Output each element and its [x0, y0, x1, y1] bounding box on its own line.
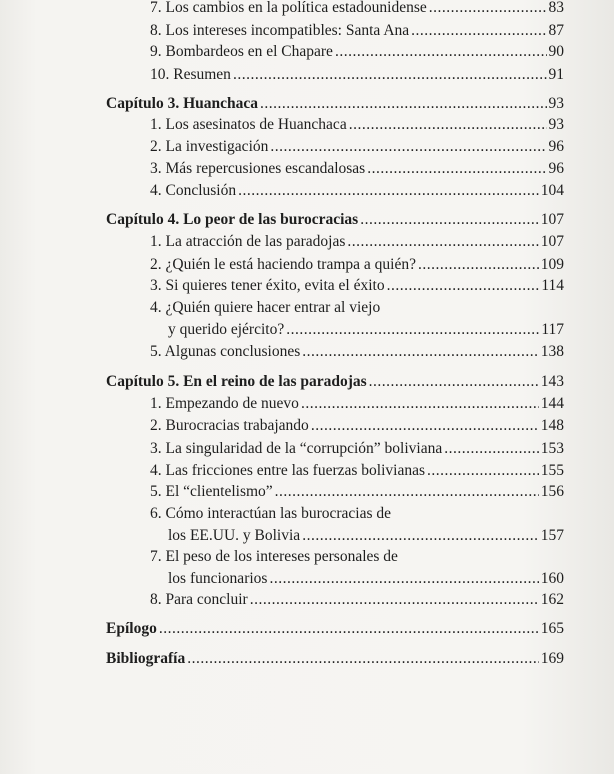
toc-entry: [150, 136, 564, 158]
toc-entry-title: 1. La atracción de las paradojas: [150, 233, 346, 250]
dot-leader: [387, 275, 540, 297]
dot-leader: [444, 438, 539, 460]
toc-page-number: 91: [548, 66, 564, 83]
toc-entry-title: 7. El peso de los intereses personales de: [150, 548, 398, 565]
toc-entry-title: 5. El “clientelismo”: [150, 483, 273, 500]
toc-entry-title: 10. Resumen: [150, 66, 231, 83]
toc-page-number: 148: [540, 417, 564, 434]
toc-entry-title: 9. Bombardeos en el Chapare: [150, 43, 333, 60]
toc-entry: [168, 319, 564, 341]
toc-entry-title: 3. La singularidad de la “corrupción” boliviana: [150, 440, 443, 457]
toc-chapter-heading: [106, 209, 564, 231]
toc-section-heading: [106, 648, 564, 670]
toc-entry-title: 6. Cómo interactúan las burocracias de: [150, 505, 392, 522]
toc-entry-title: 4. Las fricciones entre las fuerzas bolivianas: [150, 462, 426, 479]
dot-leader: [250, 589, 539, 611]
toc-entry: [150, 41, 564, 63]
toc-entry-title: 5. Algunas conclusiones: [150, 343, 301, 360]
toc-entry: [150, 158, 564, 180]
toc-entry: [150, 231, 564, 253]
toc-page-number: 87: [548, 22, 564, 39]
dot-leader: [269, 568, 538, 590]
toc-entry: [168, 568, 564, 590]
dot-leader: [349, 114, 547, 136]
toc-entry-title: 2. La investigación: [150, 138, 269, 155]
toc-page-number: 96: [548, 138, 564, 155]
toc-entry: [150, 503, 564, 525]
toc-entry-title: Capítulo 5. En el reino de las paradojas: [106, 373, 367, 390]
toc-entry: [150, 481, 564, 503]
toc-entry: [150, 460, 564, 482]
dot-leader: [427, 460, 539, 482]
toc-page-number: 114: [541, 277, 564, 294]
dot-leader: [411, 20, 546, 42]
toc-page-number: 157: [540, 527, 564, 544]
toc-entry-title: Bibliografía: [106, 650, 186, 667]
toc-entry-title: 7. Los cambios en la política estadounidense: [150, 0, 427, 16]
dot-leader: [238, 180, 539, 202]
toc-entry-title: 2. ¿Quién le está haciendo trampa a quién?: [150, 256, 416, 273]
toc-entry: [150, 64, 564, 86]
dot-leader: [301, 393, 539, 415]
toc-entry: [150, 114, 564, 136]
toc-page-number: 169: [540, 650, 564, 667]
toc-entry-title: 2. Burocracias trabajando: [150, 417, 309, 434]
toc-section-heading: [106, 618, 564, 640]
dot-leader: [369, 371, 539, 393]
toc-entry: [150, 589, 564, 611]
dot-leader: [418, 254, 539, 276]
toc-entry-title: 3. Más repercusiones escandalosas: [150, 160, 366, 177]
dot-leader: [270, 136, 546, 158]
toc-page-number: 160: [540, 570, 564, 587]
toc-page-number: 165: [540, 620, 564, 637]
toc-entry: [150, 275, 564, 297]
toc-entry: [150, 546, 564, 568]
toc-page-number: 144: [540, 395, 564, 412]
toc-entry-title: Capítulo 4. Lo peor de las burocracias: [106, 211, 359, 228]
dot-leader: [360, 209, 539, 231]
toc-entry-title: Epílogo: [106, 620, 157, 637]
toc-page-number: 143: [540, 373, 564, 390]
dot-leader: [429, 0, 547, 19]
dot-leader: [347, 231, 538, 253]
toc-entry: [150, 341, 564, 363]
toc-entry-title: 4. Conclusión: [150, 182, 237, 199]
toc-entry-title: Capítulo 3. Huanchaca: [106, 95, 259, 112]
toc-entry: [150, 180, 564, 202]
toc-chapter-heading: [106, 371, 564, 393]
toc-entry-title: los funcionarios: [168, 570, 268, 587]
toc-entry: [150, 254, 564, 276]
toc-page-number: 83: [548, 0, 564, 16]
toc-page-number: 107: [540, 211, 564, 228]
dot-leader: [159, 618, 539, 640]
toc-entry: [150, 20, 564, 42]
dot-leader: [311, 415, 539, 437]
toc-page-number: 156: [540, 483, 564, 500]
toc-page-number: 155: [540, 462, 564, 479]
toc-entry: [150, 393, 564, 415]
toc-page-number: 90: [548, 43, 564, 60]
toc-entry-title: 8. Los intereses incompatibles: Santa Ana: [150, 22, 410, 39]
toc-page-number: 117: [541, 321, 564, 338]
toc-page-number: 138: [540, 343, 564, 360]
toc-page-number: 93: [548, 95, 564, 112]
dot-leader: [275, 481, 539, 503]
toc-entry: [150, 415, 564, 437]
toc-page-number: 104: [540, 182, 564, 199]
toc-entry-title: 3. Si quieres tener éxito, evita el éxito: [150, 277, 385, 294]
toc-page-number: 109: [540, 256, 564, 273]
toc-entry-title: y querido ejército?: [168, 321, 285, 338]
dot-leader: [286, 319, 539, 341]
toc-entry-title: los EE.UU. y Bolivia: [168, 527, 301, 544]
dot-leader: [187, 648, 539, 670]
dot-leader: [367, 158, 546, 180]
toc-page-number: 96: [548, 160, 564, 177]
toc-page-number: 93: [548, 116, 564, 133]
dot-leader: [302, 525, 539, 547]
toc-entry-title: 1. Empezando de nuevo: [150, 395, 299, 412]
toc-entry-title: 1. Los asesinatos de Huanchaca: [150, 116, 347, 133]
toc-page-number: 107: [540, 233, 564, 250]
dot-leader: [302, 341, 539, 363]
toc-page-number: 162: [540, 591, 564, 608]
toc-page-number: 153: [540, 440, 564, 457]
toc-entry: [168, 525, 564, 547]
toc-entry: [150, 0, 564, 19]
dot-leader: [233, 64, 547, 86]
dot-leader: [260, 93, 546, 115]
toc-entry-title: 8. Para concluir: [150, 591, 248, 608]
dot-leader: [335, 41, 547, 63]
toc-entry-title: 4. ¿Quién quiere hacer entrar al viejo: [150, 299, 381, 316]
toc-chapter-heading: [106, 93, 564, 115]
toc-entry: [150, 438, 564, 460]
toc-entry: [150, 297, 564, 319]
